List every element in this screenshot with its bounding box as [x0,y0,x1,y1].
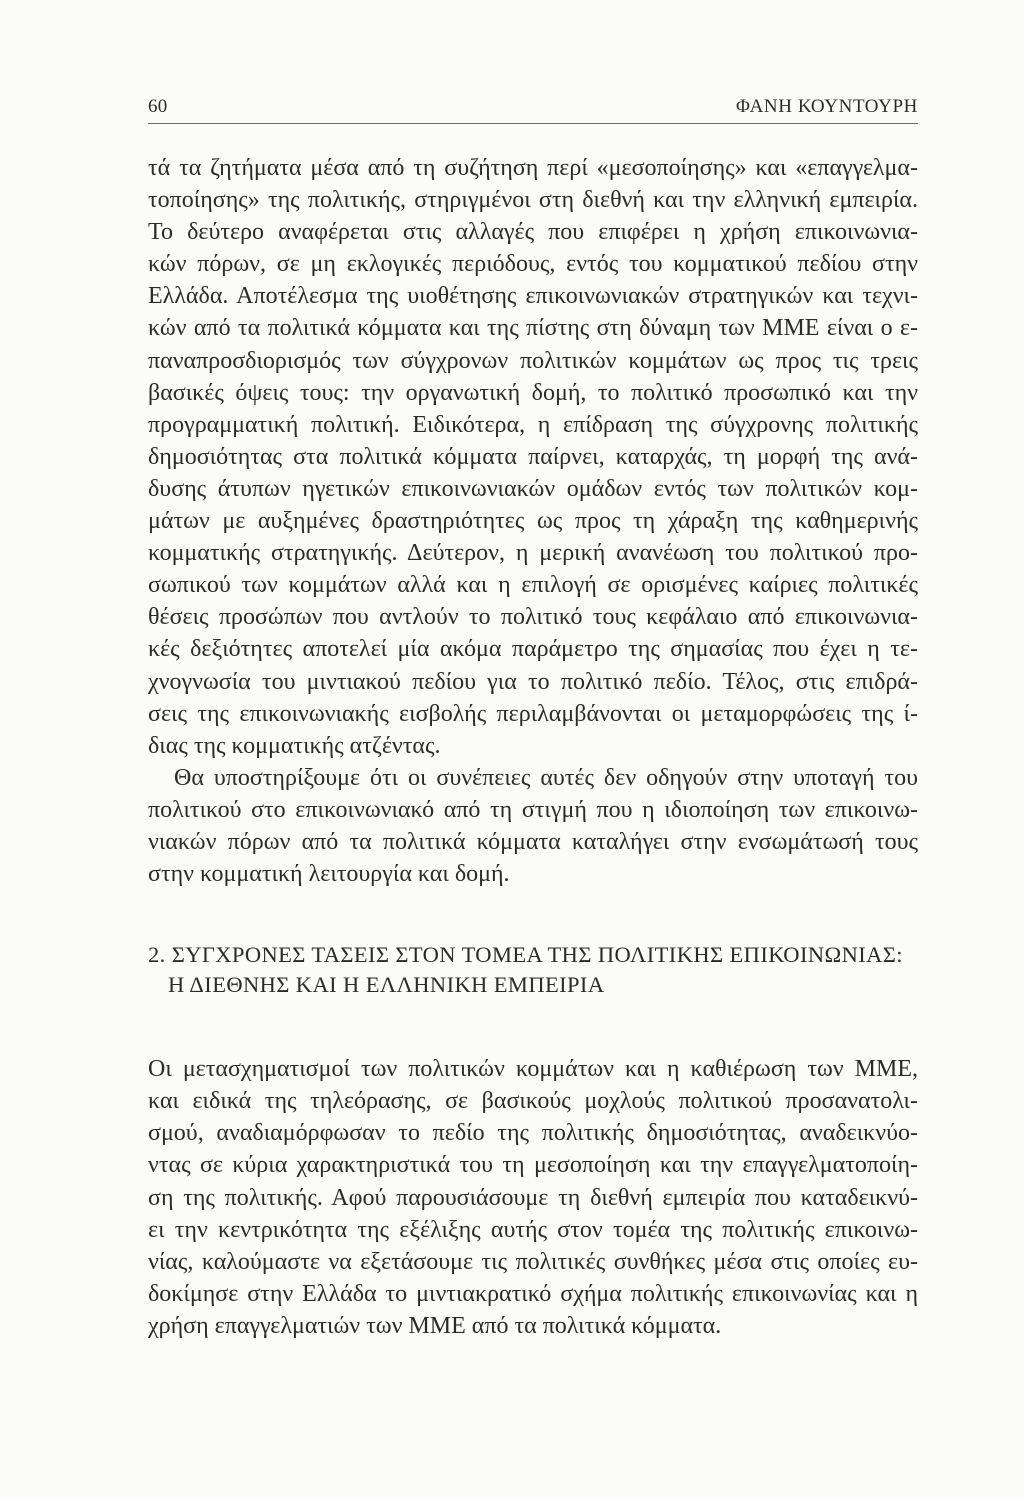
text-line: σωπικού των κομμάτων αλλά και η επιλογή σε ορισμένες καίριες πολιτικές [148,572,918,599]
running-header [148,95,918,124]
text-line: διας της κομματικής ατζέντας. [148,732,441,759]
body-text [148,152,918,890]
text-line: νιακών πόρων από τα πολιτικά κόμματα καταλήγει στην ενσωμάτωσή τους [148,828,918,855]
text-line: κομματικής στρατηγικής. Δεύτερον, η μερική ανανέωση του πολιτικού προ- [148,540,918,567]
text-line: ση της πολιτικής. Αφού παρουσιάσουμε τη διεθνή εμπειρία που καταδεικνύ- [148,1184,918,1211]
text-line: νίας, καλούμαστε να εξετάσουμε τις πολιτικές συνθήκες μέσα στις οποίες ευ- [148,1248,918,1275]
text-line: δοκίμησε στην Ελλάδα το μιντιακρατικό σχήμα πολιτικής επικοινωνίας και η [148,1280,918,1307]
text-line: χρήση επαγγελματιών των ΜΜΕ από τα πολιτικά κόμματα. [148,1312,722,1339]
text-line: σμού, αναδιαμόρφωσαν το πεδίο της πολιτικής δημοσιότητας, αναδεικνύο- [148,1120,918,1147]
text-line: τοποίησης» της πολιτικής, στηριγμένοι στη διεθνή και την ελληνική εμπειρία. [148,187,918,214]
text-line: Θα υποστηρίξουμε ότι οι συνέπειες αυτές δεν οδηγούν στην υποταγή του [174,764,918,791]
running-header-author: ΦΑΝΗ ΚΟΥΝΤΟΥΡΗ [736,96,918,117]
text-line: κές δεξιότητες αποτελεί μία ακόμα παράμετρο της σημασίας που έχει η τε- [148,636,918,663]
text-line: τά τα ζητήματα μέσα από τη συζήτηση περί «μεσοποίησης» και «επαγγελμα- [148,155,918,181]
text-line: Οι μετασχηματισμοί των πολιτικών κομμάτων και η καθιέρωση των ΜΜΕ, [148,1056,918,1083]
text-line: Το δεύτερο αναφέρεται στις αλλαγές που επιφέρει η χρήση επικοινωνια- [148,219,918,246]
text-line: προγραμματική πολιτική. Ειδικότερα, η επίδραση της σύγχρονης πολιτικής [148,411,918,438]
paragraph-1 [148,152,918,762]
section-heading-line: 2. ΣΥΓΧΡΟΝΕΣ ΤΑΣΕΙΣ ΣΤΟΝ ΤΟΜΕΑ ΤΗΣ ΠΟΛΙΤΙΚΗΣ ΕΠΙΚΟΙΝΩΝΙΑΣ: [148,942,903,968]
text-line: παναπροσδιορισμός των σύγχρονων πολιτικών κομμάτων ως προς τις τρεις [148,347,918,374]
text-line: σεις της επικοινωνιακής εισβολής περιλαμβάνονται οι μεταμορφώσεις της ί- [148,700,918,727]
text-line: πολιτικού στο επικοινωνιακό από τη στιγμή που η ιδιοποίηση των επικοινω- [148,796,918,823]
section-heading-line: Η ΔΙΕΘΝΗΣ ΚΑΙ Η ΕΛΛΗΝΙΚΗ ΕΜΠΕΙΡΙΑ [168,972,605,998]
section-heading [148,940,918,1000]
text-line: στην κομματική λειτουργία και δομή. [148,861,510,888]
text-line: ει την κεντρικότητα της εξέλιξης αυτής στον τομέα της πολιτικής επικοινω- [148,1216,918,1243]
paragraph-2 [148,762,918,890]
text-line: δυσης άτυπων ηγετικών επικοινωνιακών ομάδων εντός των πολιτικών κομ- [148,475,918,502]
text-line: και ειδικά της τηλεόρασης, σε βασικούς μοχλούς πολιτικού προσανατολι- [148,1088,918,1115]
text-line: χνογνωσία του μιντιακού πεδίου για το πολιτικό πεδίο. Τέλος, στις επιδρά- [148,668,918,695]
text-line: βασικές όψεις τους: την οργανωτική δομή, το πολιτικό προσωπικό και την [148,379,918,406]
text-line: κών πόρων, σε μη εκλογικές περιόδους, εντός του κομματικού πεδίου στην [148,251,918,278]
text-line: δημοσιότητας στα πολιτικά κόμματα παίρνει, καταρχάς, τη μορφή της ανά- [148,443,918,470]
paragraph-3 [148,1053,918,1342]
book-page [148,95,918,1342]
text-line: κών από τα πολιτικά κόμματα και της πίστης στη δύναμη των ΜΜΕ είναι ο ε- [148,315,918,342]
text-line: ντας σε κύρια χαρακτηριστικά του τη μεσοποίηση και την επαγγελματοποίη- [148,1152,918,1179]
text-line: μάτων με αυξημένες δραστηριότητες ως προς τη χάραξη της καθημερινής [148,508,918,535]
text-line: θέσεις προσώπων που αντλούν το πολιτικό τους κεφάλαιο από επικοινωνια- [148,604,918,631]
text-line: Ελλάδα. Αποτέλεσμα της υιοθέτησης επικοινωνιακών στρατηγικών και τεχνι- [148,283,918,310]
page-number: 60 [148,96,168,117]
